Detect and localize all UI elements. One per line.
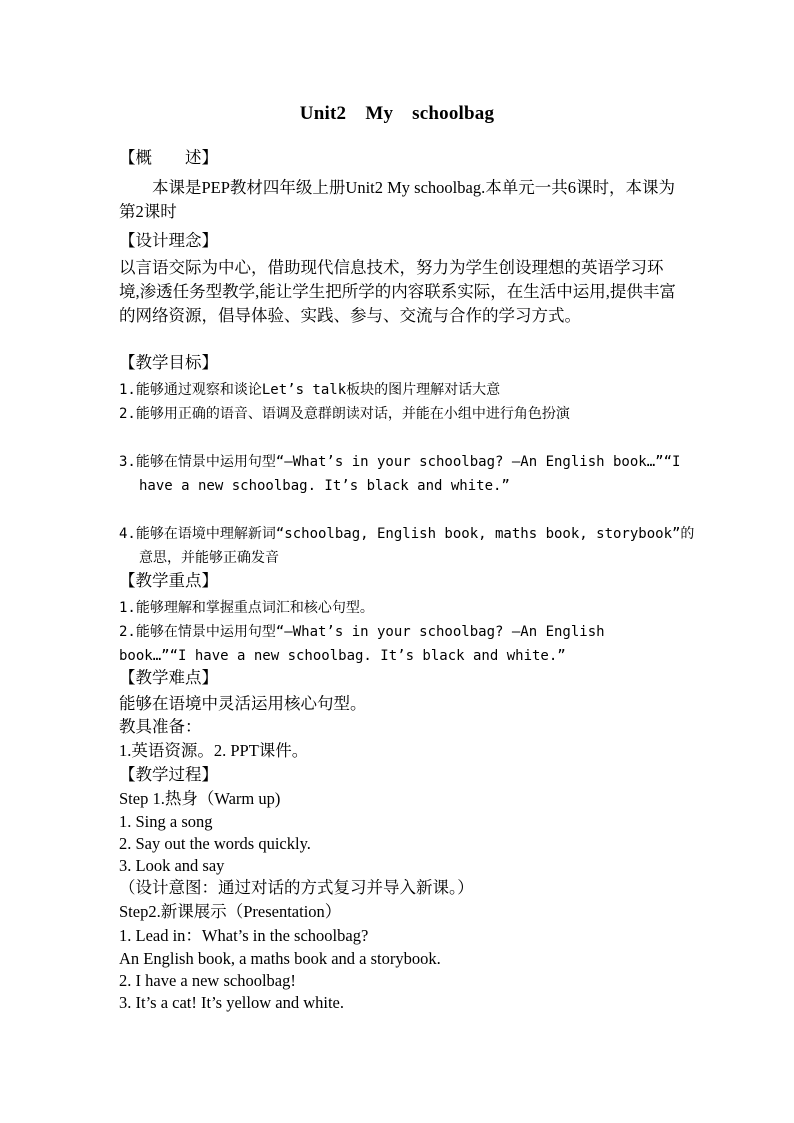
document-title: Unit2 My schoolbag (299, 103, 495, 124)
goal-item: 4.能够在语境中理解新词“schoolbag, English book, maths book, storybook”的意思，并能够正确发音 (119, 526, 695, 566)
step2-title: Step2.新课展示（Presentation） (119, 902, 342, 921)
step2-item: An English book, a maths book and a storybook. (119, 949, 441, 968)
prep-text: 1.英语资源。2. PPT课件。 (119, 741, 309, 760)
process-heading: 【教学过程】 (119, 765, 218, 784)
goal-item: 2.能够用正确的语音、语调及意群朗读对话，并能在小组中进行角色扮演 (119, 406, 570, 422)
key-point-item: 1.能够理解和掌握重点词汇和核心句型。 (119, 600, 374, 616)
step2-item: 2. I have a new schoolbag! (119, 971, 296, 990)
step1-title: Step 1.热身（Warm up) (119, 789, 281, 808)
goal-item: 3.能够在情景中运用句型“—What’s in your schoolbag? —An English book…”“I have a new schoolbag. It’s black and white.” (119, 454, 681, 494)
key-points-heading: 【教学重点】 (119, 571, 218, 590)
step2-item: 3. It’s a cat! It’s yellow and white. (119, 993, 344, 1012)
concept-heading: 【设计理念】 (119, 231, 218, 250)
concept-text: 以言语交际为中心，借助现代信息技术，努力为学生创设理想的英语学习环境,渗透任务型教学,能让学生把所学的内容联系实际，在生活中运用,提供丰富的网络资源，倡导体验、实践、参与、交流与合作的学习方式。 (119, 258, 676, 325)
difficulty-text: 能够在语境中灵活运用核心句型。 (119, 694, 367, 713)
step1-item: 2. Say out the words quickly. (119, 834, 311, 853)
goal-item: 1.能够通过观察和谈论Let’s talk板块的图片理解对话大意 (119, 382, 501, 398)
difficulty-heading: 【教学难点】 (119, 668, 218, 687)
step1-item: 3. Look and say (119, 856, 225, 875)
key-point-item: 2.能够在情景中运用句型“—What’s in your schoolbag? —An English book…”“I have a new schoolbag. It’s black and white.” (119, 624, 605, 664)
step2-item: 1. Lead in：What’s in the schoolbag? (119, 926, 369, 945)
overview-heading: 【概 述】 (119, 148, 218, 167)
goals-heading: 【教学目标】 (119, 353, 218, 372)
overview-text: 本课是PEP教材四年级上册Unit2 My schoolbag.本单元一共6课时，本课为第2课时 (119, 178, 675, 221)
prep-heading: 教具准备： (119, 717, 202, 736)
step1-note: （设计意图：通过对话的方式复习并导入新课。） (119, 878, 474, 897)
step1-item: 1. Sing a song (119, 812, 213, 831)
